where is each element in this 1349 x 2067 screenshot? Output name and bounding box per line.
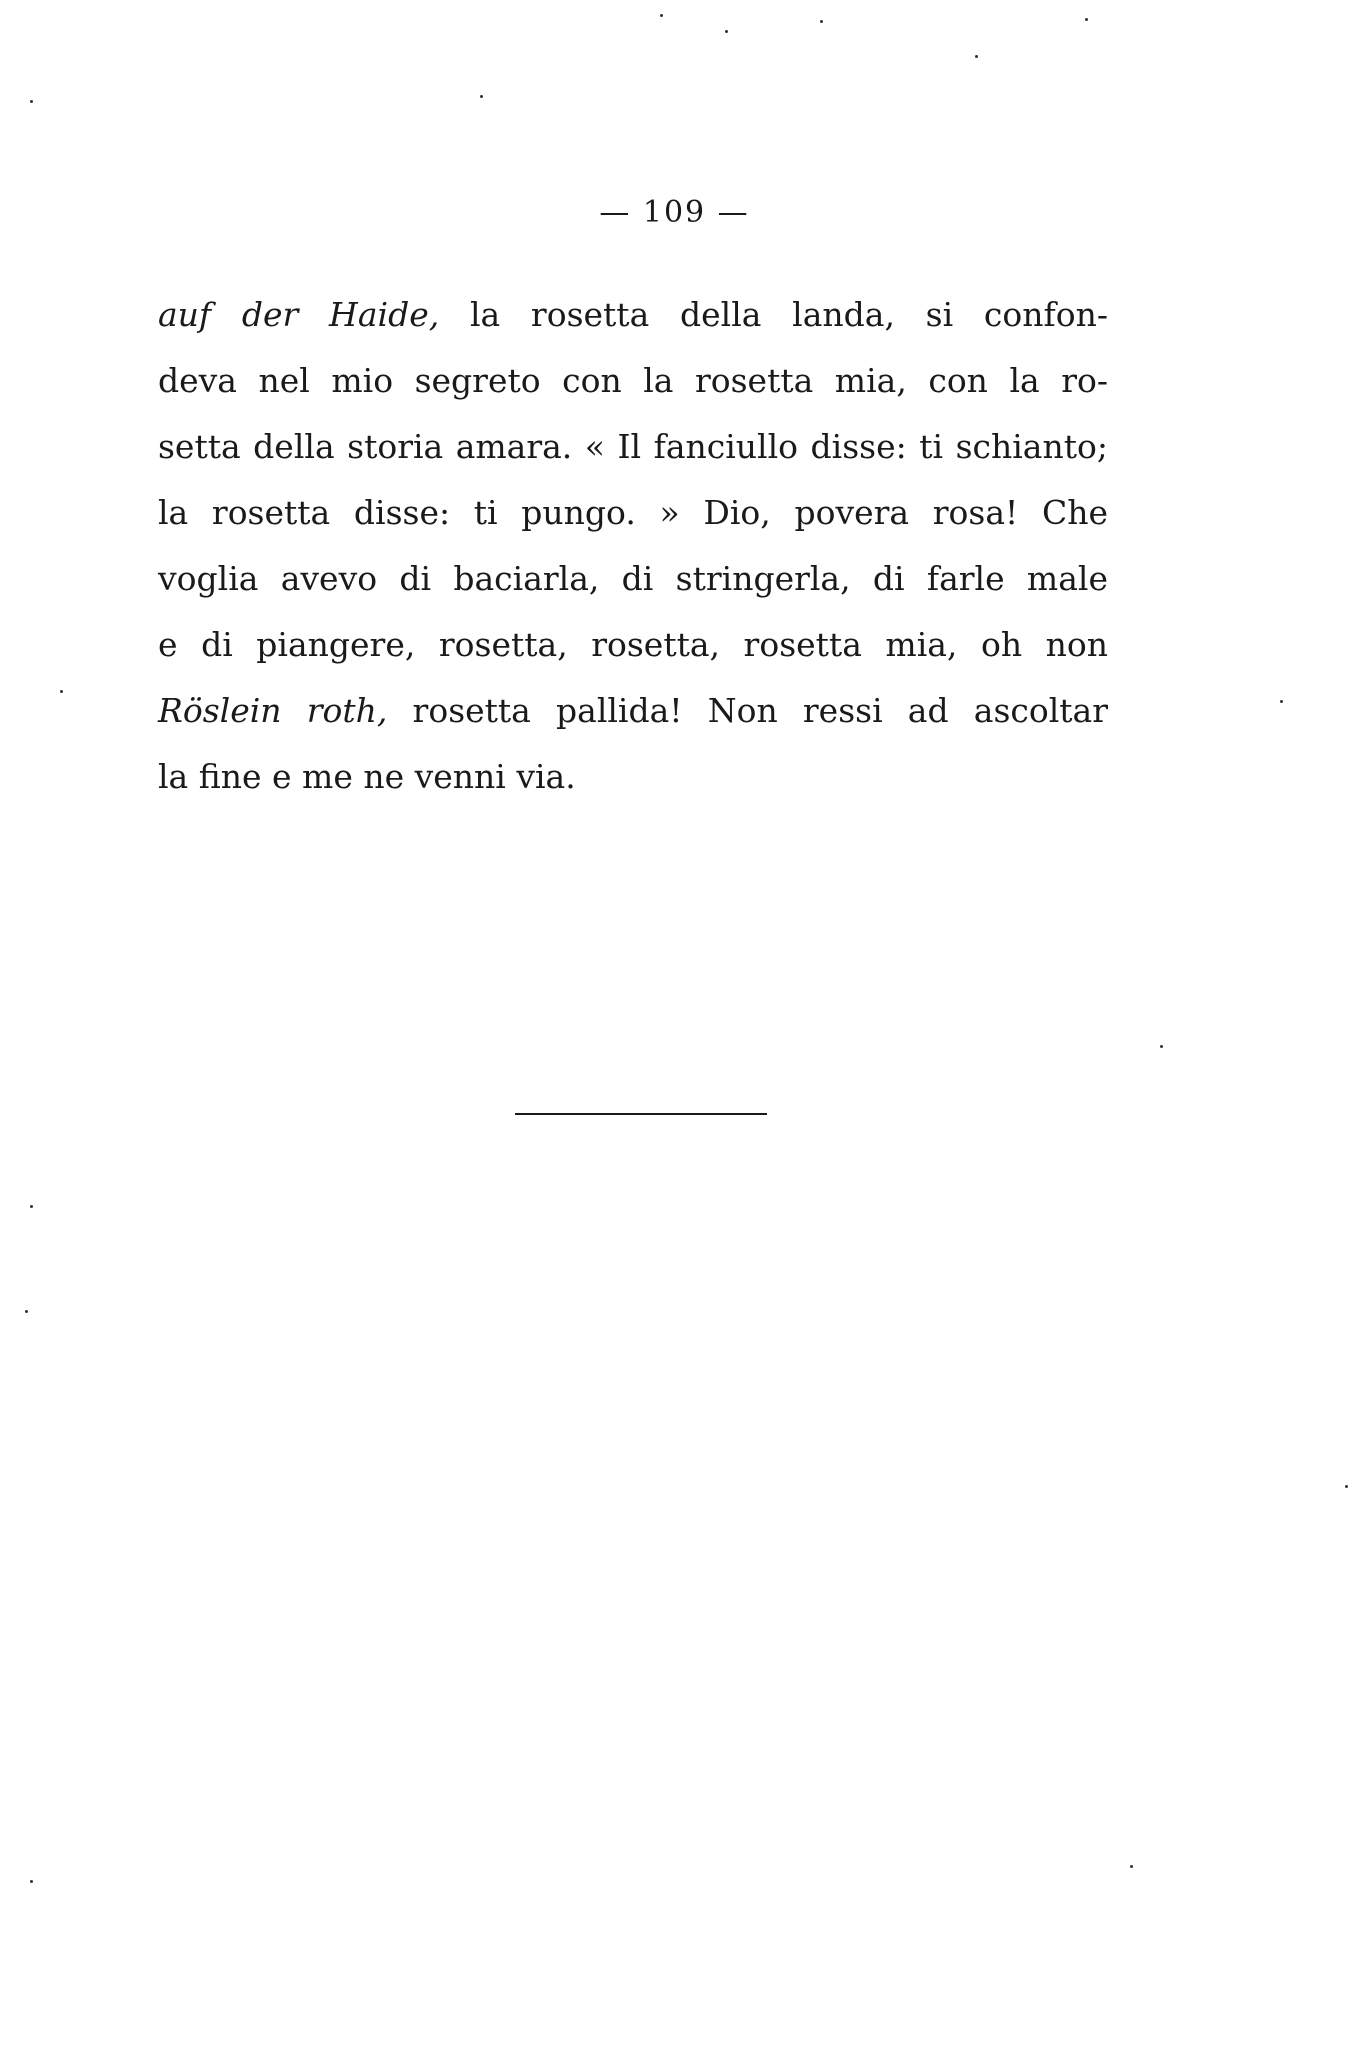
scan-speck <box>25 1310 28 1313</box>
scan-speck <box>975 55 978 58</box>
scan-speck <box>30 1880 33 1883</box>
scan-speck <box>30 1205 33 1208</box>
scan-speck <box>1160 1045 1163 1048</box>
text-line <box>158 480 1108 546</box>
text-segment: e di piangere, rosetta, rosetta, rosetta mia, oh non <box>158 625 1108 664</box>
page-number: — 109 — <box>599 195 750 230</box>
text-line <box>158 348 1108 414</box>
text-line <box>158 546 1108 612</box>
italic-phrase: auf der Haide, <box>158 295 440 334</box>
text-segment: voglia avevo di baciarla, di stringerla, di farle male <box>158 559 1108 598</box>
scan-speck <box>1280 700 1283 703</box>
end-of-chapter-rule <box>515 1113 767 1115</box>
text-segment: la rosetta disse: ti pungo. » Dio, povera rosa! Che <box>158 493 1108 532</box>
scan-speck <box>60 690 63 693</box>
scan-speck <box>725 30 728 33</box>
italic-phrase: Röslein roth, <box>158 691 388 730</box>
text-segment: la rosetta della landa, si confon- <box>439 295 1108 334</box>
text-line <box>158 678 1108 744</box>
scan-speck <box>1130 1865 1133 1868</box>
scan-speck <box>820 20 823 23</box>
scan-speck <box>480 95 483 98</box>
scan-speck <box>30 100 33 103</box>
text-segment: rosetta pallida! Non ressi ad ascoltar <box>387 691 1108 730</box>
text-segment: deva nel mio segreto con la rosetta mia, con la ro- <box>158 361 1108 400</box>
body-text <box>158 282 1108 810</box>
scan-speck <box>1085 18 1088 21</box>
text-line <box>158 744 1108 810</box>
text-segment: setta della storia amara. « Il fanciullo disse: ti schianto; <box>158 427 1108 466</box>
scan-speck <box>660 14 663 17</box>
text-segment: la fine e me ne venni via. <box>158 757 576 796</box>
text-line <box>158 612 1108 678</box>
text-line <box>158 414 1108 480</box>
text-line <box>158 282 1108 348</box>
scan-speck <box>1345 1485 1348 1488</box>
